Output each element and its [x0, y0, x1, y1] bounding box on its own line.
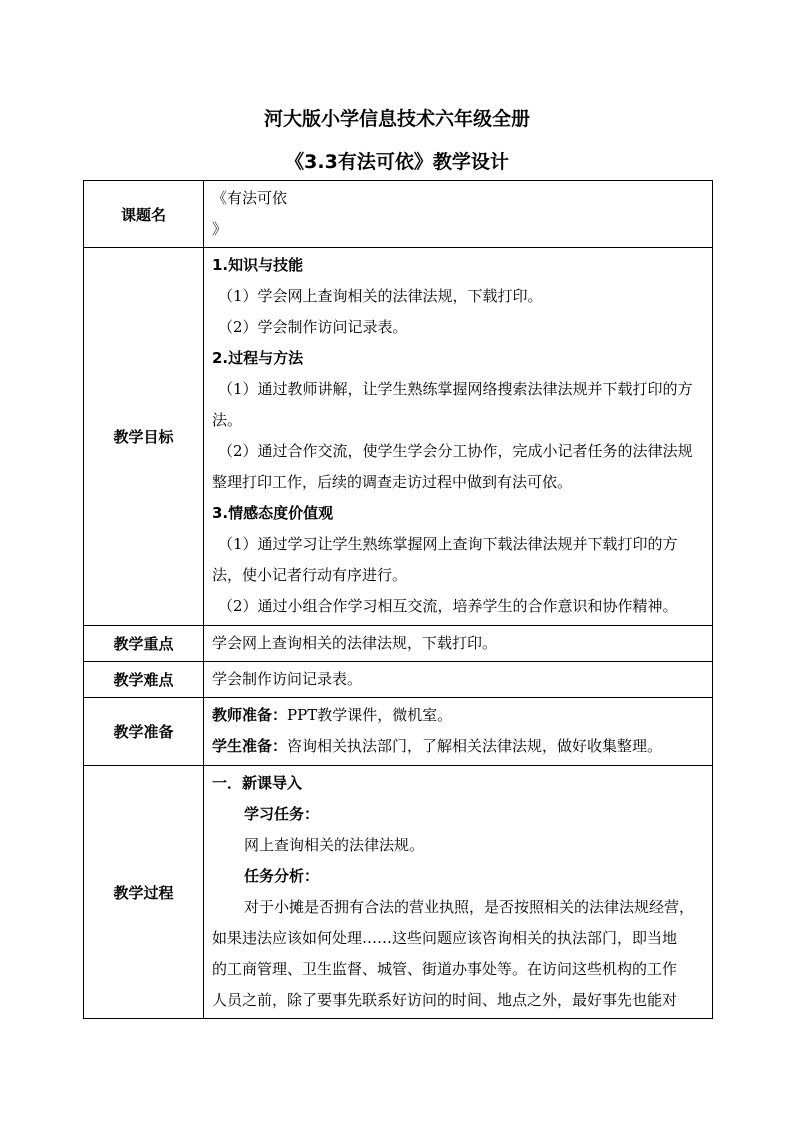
content-process — [204, 766, 713, 1019]
label-preparation: 教学准备 — [84, 698, 204, 766]
objective-item: （2）通过小组合作学习相互交流，培养学生的合作意识和协作精神。 — [218, 597, 678, 615]
teacher-preparation-label: 教师准备： — [212, 706, 288, 724]
task-text: 网上查询相关的法律法规。 — [244, 836, 425, 854]
teacher-preparation — [212, 700, 707, 731]
student-preparation — [212, 731, 707, 762]
label-topic: 课题名 — [84, 181, 204, 248]
task-label: 学习任务： — [244, 805, 320, 823]
row-topic — [84, 181, 713, 248]
content-topic — [204, 181, 713, 248]
label-key-point: 教学重点 — [84, 626, 204, 662]
objective-heading-2: 2.过程与方法 — [212, 349, 304, 367]
objective-item: （2）学会制作访问记录表。 — [218, 318, 408, 336]
topic-line-1: 《有法可依 — [212, 189, 288, 207]
content-key-point — [204, 626, 713, 662]
difficulty-text: 学会制作访问记录表。 — [212, 670, 363, 688]
row-difficulty — [84, 662, 713, 698]
document-title: 河大版小学信息技术六年级全册 — [263, 108, 530, 130]
analysis-paragraph-line: 的工商管理、卫生监督、城管、街道办事处等。在访问这些机构的工作 — [212, 960, 678, 978]
objective-item-cont: 法。 — [212, 411, 243, 429]
objective-item: （1）学会网上查询相关的法律法规，下载打印。 — [218, 287, 543, 305]
student-preparation-text: 咨询相关执法部门，了解相关法律法规，做好收集整理。 — [287, 737, 663, 755]
lesson-plan-table — [83, 180, 713, 1019]
document-subtitle: 《3.3有法可依》教学设计 — [285, 151, 509, 173]
row-preparation — [84, 698, 713, 766]
analysis-label: 任务分析： — [244, 867, 320, 885]
objective-item: （1）通过学习让学生熟练掌握网上查询下载法律法规并下载打印的方 — [218, 535, 678, 553]
label-objectives: 教学目标 — [84, 248, 204, 626]
teacher-preparation-text: PPT教学课件，微机室。 — [287, 706, 453, 724]
row-process — [84, 766, 713, 1019]
objective-item: （1）通过教师讲解，让学生熟练掌握网络搜索法律法规并下载打印的方 — [218, 380, 693, 398]
topic-line-2: 》 — [212, 220, 228, 238]
key-point-text: 学会网上查询相关的法律法规，下载打印。 — [212, 634, 498, 652]
student-preparation-label: 学生准备： — [212, 737, 288, 755]
content-preparation — [204, 698, 713, 766]
analysis-paragraph-line: 对于小摊是否拥有合法的营业执照，是否按照相关的法律法规经营， — [244, 898, 695, 916]
objective-heading-1: 1.知识与技能 — [212, 256, 304, 274]
process-section-heading: 一．新课导入 — [212, 774, 303, 792]
row-objectives — [84, 248, 713, 626]
analysis-paragraph-line: 人员之前，除了要事先联系好访问的时间、地点之外，最好事先也能对 — [212, 991, 678, 1009]
row-key-point — [84, 626, 713, 662]
objective-item-cont: 整理打印工作，后续的调查走访过程中做到有法可依。 — [212, 473, 573, 491]
objective-item-cont: 法，使小记者行动有序进行。 — [212, 566, 408, 584]
objective-item: （2）通过合作交流，使学生学会分工协作，完成小记者任务的法律法规 — [218, 442, 693, 460]
label-process: 教学过程 — [84, 766, 204, 1019]
analysis-paragraph-line: 如果违法应该如何处理……这些问题应该咨询相关的执法部门，即当地 — [212, 929, 678, 947]
label-difficulty: 教学难点 — [84, 662, 204, 698]
objective-heading-3: 3.情感态度价值观 — [212, 504, 334, 522]
content-difficulty — [204, 662, 713, 698]
content-objectives — [204, 248, 713, 626]
